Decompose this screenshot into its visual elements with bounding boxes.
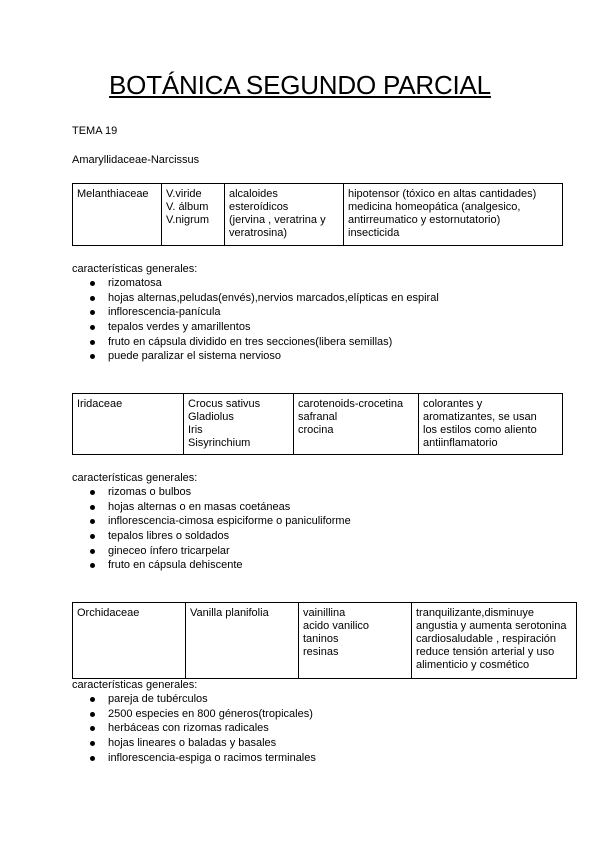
- family-cell: [73, 394, 184, 455]
- list-item: herbáceas con rizomas radicales: [72, 721, 316, 736]
- species-item: Sisyrinchium: [188, 437, 251, 449]
- compound-item: carotenoids-crocetina: [298, 398, 404, 410]
- use-item: cardiosaludable , respiración: [416, 633, 557, 645]
- family-name: Orchidaceae: [77, 607, 140, 619]
- family-name: Melanthiaceae: [77, 188, 149, 200]
- list-item: fruto en cápsula dehiscente: [72, 558, 351, 573]
- list-item: gineceo ínfero tricarpelar: [72, 544, 351, 559]
- use-item: antiinflamatorio: [423, 437, 498, 449]
- compound-item: taninos: [303, 633, 339, 645]
- list-item: rizomas o bulbos: [72, 485, 351, 500]
- species-cell: [186, 603, 299, 679]
- family-name: Iridaceae: [77, 398, 123, 410]
- species-cell: [184, 394, 294, 455]
- uses-cell: [419, 394, 563, 455]
- species-item: Iris: [188, 424, 203, 436]
- list-item: puede paralizar el sistema nervioso: [72, 349, 439, 364]
- use-item: angustia y aumenta serotonina: [416, 620, 567, 632]
- table-row: [73, 184, 563, 246]
- compound-item: alcaloides: [229, 188, 278, 200]
- features-label: características generales:: [72, 472, 198, 484]
- features-label: características generales:: [72, 679, 198, 691]
- use-item: alimenticio y cosmético: [416, 659, 530, 671]
- family-table-melanthiaceae: [72, 183, 563, 246]
- list-item: inflorescencia-panícula: [72, 305, 439, 320]
- use-item: colorantes y: [423, 398, 483, 410]
- compounds-cell: [225, 184, 344, 246]
- compound-item: acido vanilico: [303, 620, 370, 632]
- page-title: BOTÁNICA SEGUNDO PARCIAL: [109, 70, 491, 100]
- list-item: rizomatosa: [72, 276, 439, 291]
- features-list-iridaceae: [72, 485, 351, 573]
- table-row: [73, 394, 563, 455]
- use-item: medicina homeopática (analgesico,: [348, 201, 521, 213]
- list-item: inflorescencia-espiga o racimos terminales: [72, 751, 316, 766]
- compound-item: resinas: [303, 646, 339, 658]
- compounds-cell: [299, 603, 412, 679]
- use-item: insecticida: [348, 227, 400, 239]
- family-table-iridaceae: [72, 393, 563, 455]
- list-item: fruto en cápsula dividido en tres secciones(libera semillas): [72, 335, 439, 350]
- compound-item: esteroídicos: [229, 201, 289, 213]
- use-item: aromatizantes, se usan: [423, 411, 537, 423]
- subtitle: Amaryllidaceae-Narcissus: [72, 154, 200, 166]
- features-list-orchidaceae: [72, 692, 316, 765]
- list-item: hojas alternas o en masas coetáneas: [72, 500, 351, 515]
- compounds-cell: [294, 394, 419, 455]
- tema-label: TEMA 19: [72, 125, 118, 137]
- table-row: [73, 603, 577, 679]
- compound-item: (jervina , veratrina y: [229, 214, 326, 226]
- family-table-orchidaceae: [72, 602, 577, 679]
- use-item: antirreumatico y estornutatorio): [348, 214, 501, 226]
- use-item: hipotensor (tóxico en altas cantidades): [348, 188, 537, 200]
- compound-item: safranal: [298, 411, 338, 423]
- list-item: hojas lineares o baladas y basales: [72, 736, 316, 751]
- uses-cell: [412, 603, 577, 679]
- species-item: V.viride: [166, 188, 202, 200]
- features-list-melanthiaceae: [72, 276, 439, 364]
- species-item: Gladiolus: [188, 411, 234, 423]
- list-item: pareja de tubérculos: [72, 692, 316, 707]
- uses-cell: [344, 184, 563, 246]
- species-item: Crocus sativus: [188, 398, 261, 410]
- list-item: tepalos verdes y amarillentos: [72, 320, 439, 335]
- species-item: Vanilla planifolia: [190, 607, 269, 619]
- compound-item: veratrosina): [229, 227, 288, 239]
- use-item: los estilos como aliento: [423, 424, 537, 436]
- species-item: V. álbum: [166, 201, 209, 213]
- compound-item: vainillina: [303, 607, 346, 619]
- family-cell: [73, 603, 186, 679]
- species-cell: [162, 184, 225, 246]
- use-item: reduce tensión arterial y uso: [416, 646, 555, 658]
- features-label: características generales:: [72, 263, 198, 275]
- species-item: V.nigrum: [166, 214, 210, 226]
- use-item: tranquilizante,disminuye: [416, 607, 535, 619]
- list-item: tepalos libres o soldados: [72, 529, 351, 544]
- list-item: hojas alternas,peludas(envés),nervios marcados,elípticas en espiral: [72, 291, 439, 306]
- list-item: inflorescencia-cimosa espiciforme o paniculiforme: [72, 514, 351, 529]
- family-cell: [73, 184, 162, 246]
- compound-item: crocina: [298, 424, 334, 436]
- list-item: 2500 especies en 800 géneros(tropicales): [72, 707, 316, 722]
